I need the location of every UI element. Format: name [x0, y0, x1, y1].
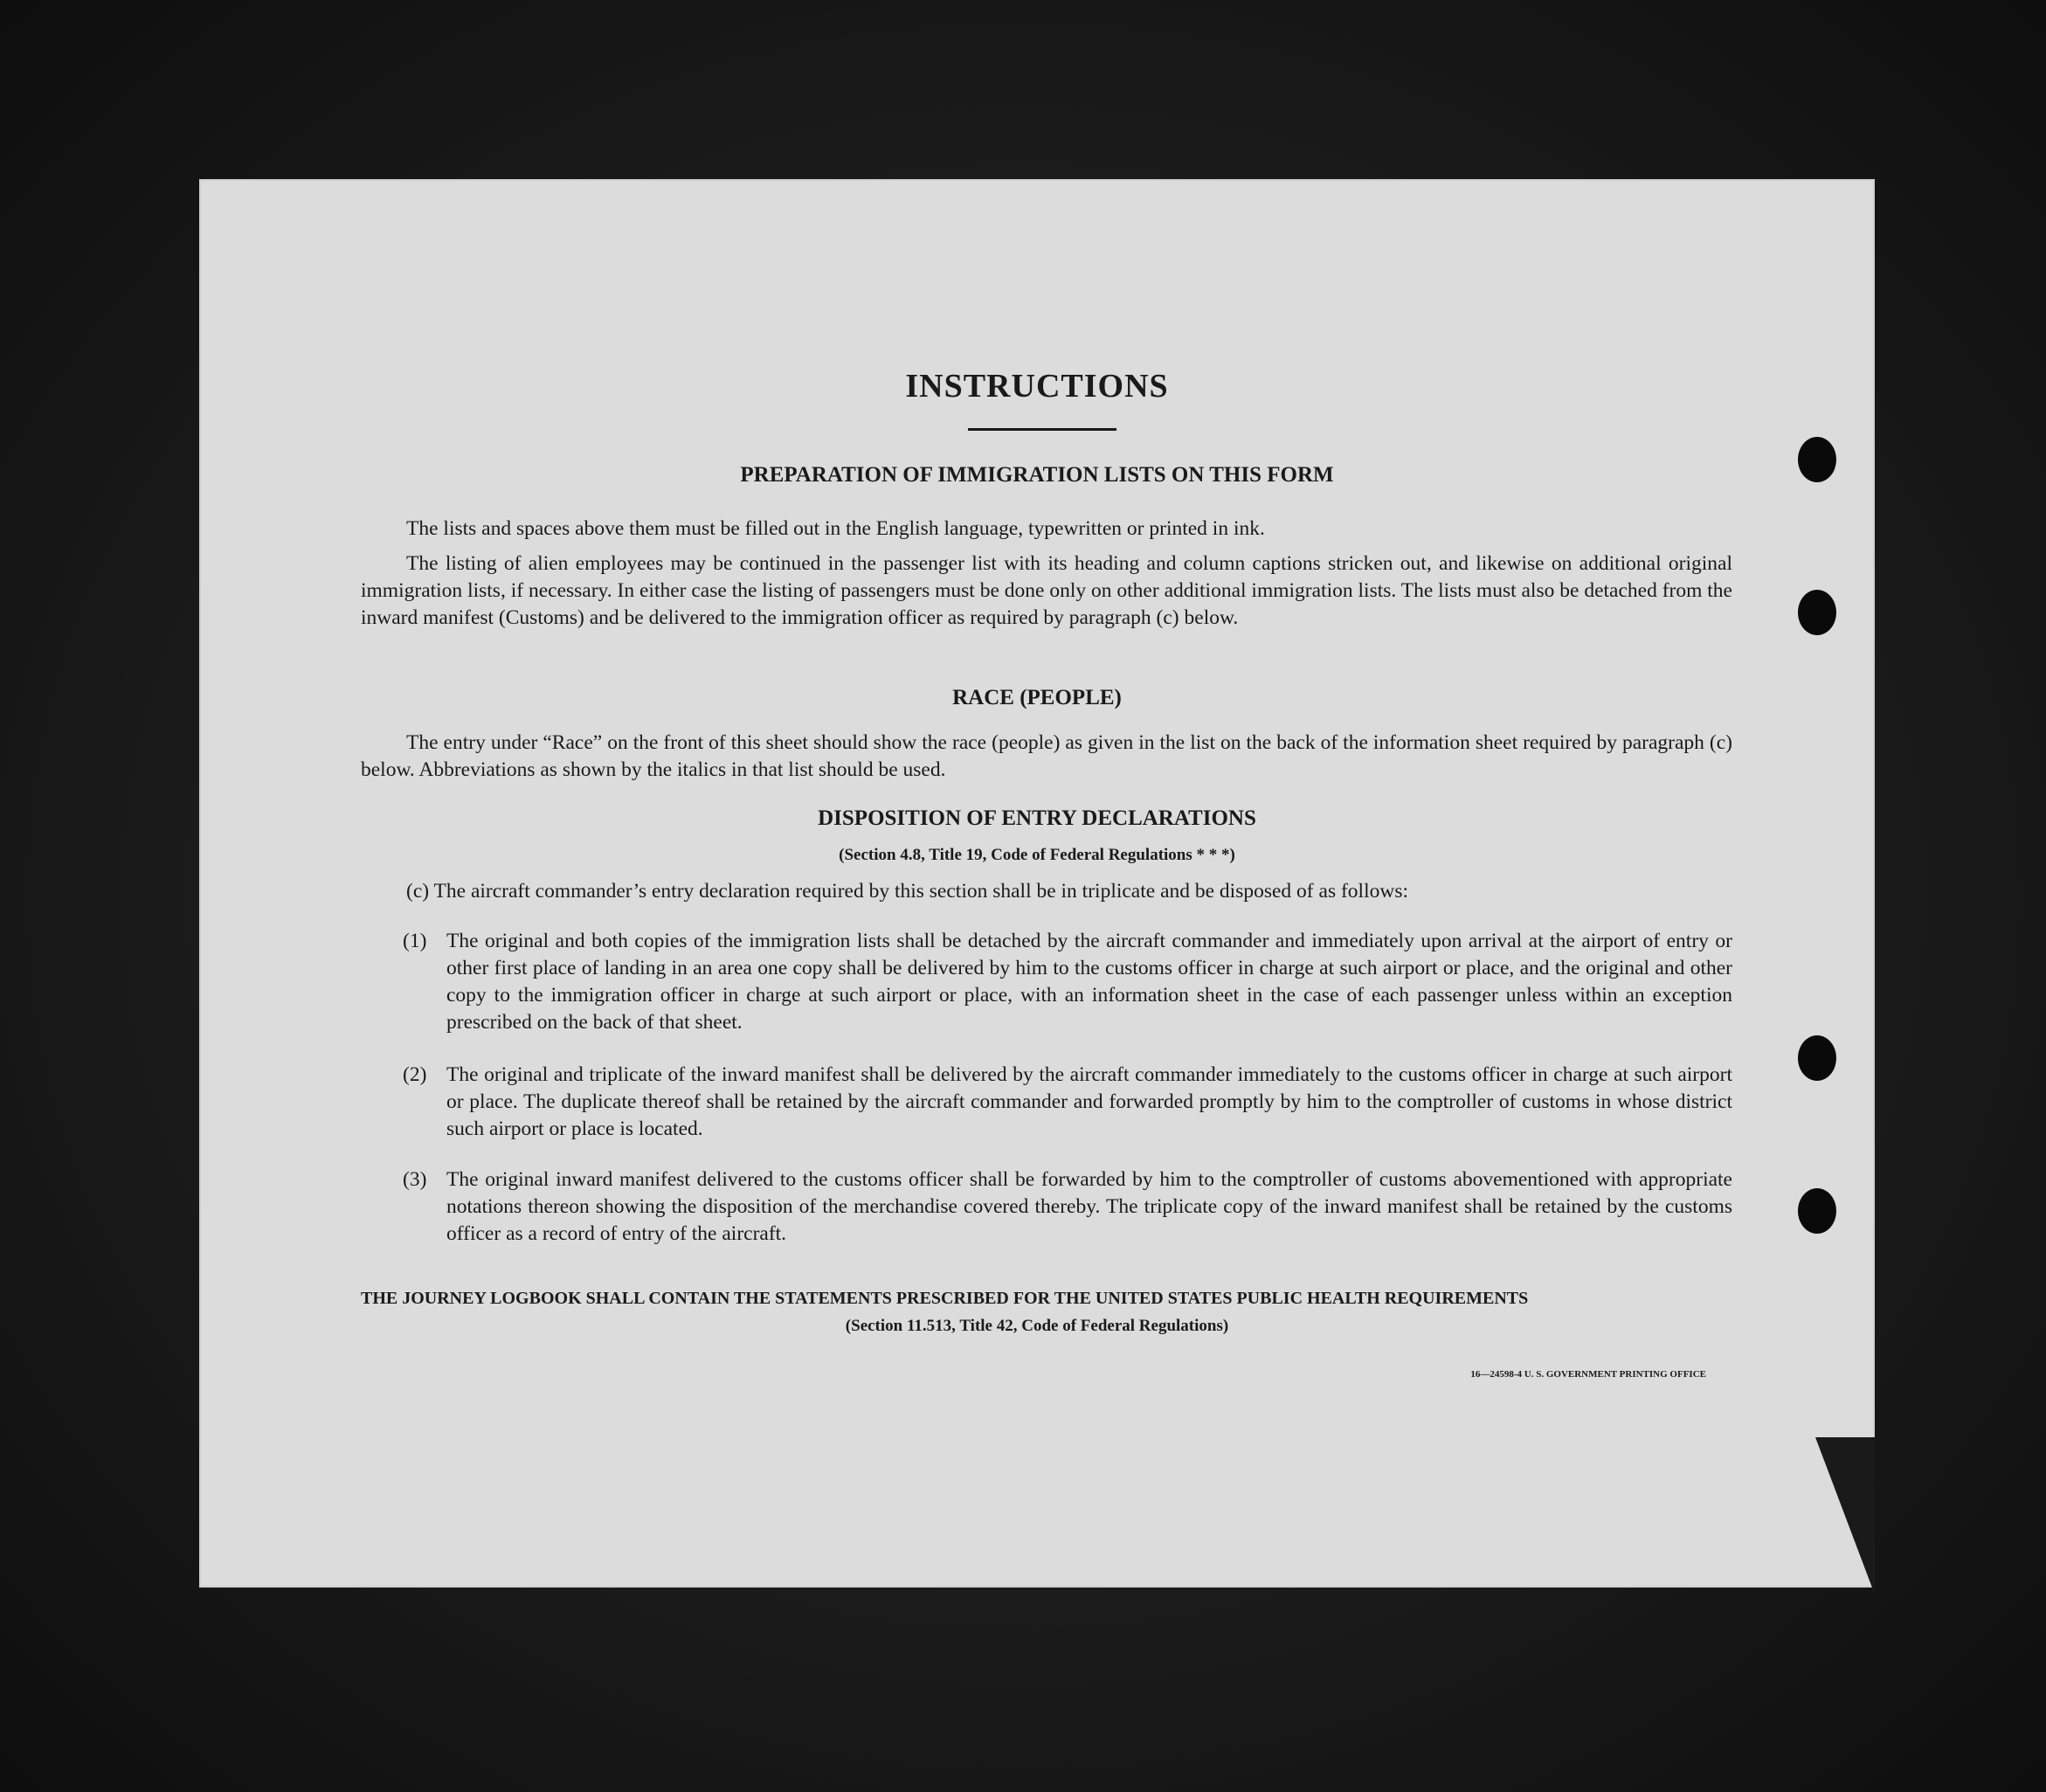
- disposition-intro: (c) The aircraft commander’s entry declaration required by this section shall be in triplicate and be disposed of as follows:: [406, 880, 1408, 903]
- document-sheet: [199, 179, 1875, 1588]
- footer-statement: THE JOURNEY LOGBOOK SHALL CONTAIN THE STATEMENTS PRESCRIBED FOR THE UNITED STATES PUBLIC HEALTH REQUIREMENTS: [361, 1289, 1529, 1308]
- list-item: [403, 1166, 1732, 1248]
- race-heading: RACE (PEOPLE): [952, 686, 1122, 709]
- item-text: The original inward manifest delivered to the customs officer shall be forwarded by him to the comptroller of customs abovementioned with appropriate notations thereon showing the disposition of the merchandise covered thereby. The triplicate copy of the inward manifest shall be retained by the customs officer as a record of entry of the aircraft.: [446, 1168, 1732, 1245]
- disposition-subheading: (Section 4.8, Title 19, Code of Federal Regulations * * *): [839, 846, 1235, 864]
- item-number: (2): [403, 1063, 427, 1086]
- footer-citation: (Section 11.513, Title 42, Code of Federal Regulations): [845, 1317, 1229, 1335]
- list-item: [403, 1062, 1732, 1143]
- preparation-paragraph-1: The lists and spaces above them must be filled out in the English language, typewritten or printed in ink.: [406, 517, 1265, 540]
- item-number: (3): [403, 1168, 427, 1191]
- item-text: The original and both copies of the immigration lists shall be detached by the aircraft commander and immediately upon arrival at the airport of entry or other first place of landing in an area one copy shall be delivered by him to the customs officer in charge at such airport or place, and the original and other copy to the immigration officer in charge at such airport or place, with an information sheet in the case of each passenger unless within an exception prescribed on the back of that sheet.: [446, 930, 1732, 1034]
- title-rule: [968, 428, 1116, 431]
- disposition-heading: DISPOSITION OF ENTRY DECLARATIONS: [818, 806, 1256, 830]
- preparation-heading: PREPARATION OF IMMIGRATION LISTS ON THIS FORM: [740, 463, 1334, 487]
- item-text: The original and triplicate of the inward manifest shall be delivered by the aircraft commander immediately to the customs officer in charge at such airport or place. The duplicate thereof shall be retained by the aircraft commander and forwarded promptly by him to the comptroller of customs in whose district such airport or place is located.: [446, 1063, 1732, 1140]
- printer-mark: 16—24598-4 U. S. GOVERNMENT PRINTING OFFICE: [1470, 1369, 1706, 1380]
- race-paragraph: The entry under “Race” on the front of this sheet should show the race (people) as given in the list on the back of the information sheet required by paragraph (c) below. Abbreviations as shown by the italics in that list should be used.: [361, 731, 1732, 781]
- list-item: [403, 928, 1732, 1036]
- page-title: INSTRUCTIONS: [905, 368, 1169, 405]
- page-content: [199, 179, 1875, 1588]
- item-number: (1): [403, 930, 427, 952]
- preparation-paragraph-2: The listing of alien employees may be continued in the passenger list with its heading and column captions stricken out, and likewise on additional original immigration lists, if necessary. In either case the listing of passengers must be done only on other additional immigration lists. The lists must also be detached from the inward manifest (Customs) and be delivered to the immigration officer as required by paragraph (c) below.: [361, 552, 1732, 629]
